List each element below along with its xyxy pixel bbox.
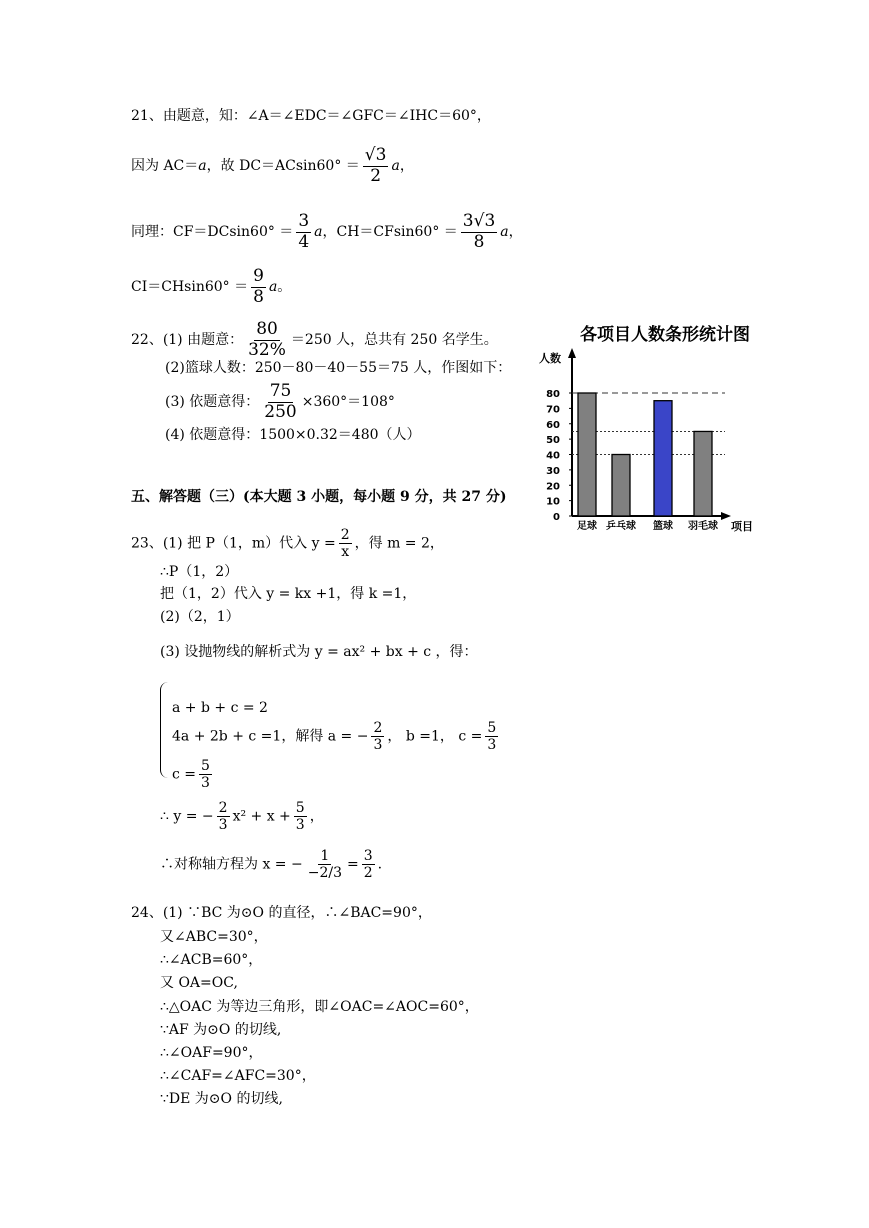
text: ， (508, 224, 523, 241)
denominator: 2 (363, 865, 373, 882)
y-tick-label: 0 (553, 512, 560, 523)
y-tick-label: 40 (546, 450, 560, 462)
x-tick-label: 足球 (577, 521, 597, 532)
equation-brace (160, 682, 169, 778)
numerator: 2 (373, 720, 383, 736)
y-tick-label: 70 (546, 404, 560, 416)
bar (612, 455, 630, 517)
text: = (346, 856, 359, 873)
text: (3) 依题意得： (165, 394, 260, 411)
q23-line2: ∴P（1，2） (160, 564, 239, 580)
text: 因为 AC＝ (131, 158, 199, 175)
q24-line: 又∠ABC=30°， (160, 929, 268, 945)
numerator: 5 (295, 800, 305, 816)
denominator: 32% (248, 339, 286, 360)
q24-line: ∵DE 为⊙O 的切线, (160, 1091, 283, 1107)
numerator: 5 (487, 720, 497, 736)
q24-line: ∴∠CAF=∠AFC=30°， (160, 1068, 316, 1084)
q23-line1 (131, 527, 444, 560)
q23-line7 (160, 848, 382, 881)
system-eq1: a + b + c = 2 (172, 700, 268, 716)
denominator: 250 (264, 401, 297, 422)
numerator: 3 (363, 848, 373, 864)
text: ＝250 人，总共有 250 名学生。 (290, 332, 498, 349)
q24-line: ∴△OAC 为等边三角形，即∠OAC=∠AOC=60°， (160, 999, 479, 1015)
q24-line: ∵AF 为⊙O 的切线, (160, 1022, 282, 1038)
denominator: −2/3 (307, 865, 342, 882)
numerator: 80 (256, 319, 278, 339)
bar (578, 393, 596, 516)
text: 同理：CF＝DCsin60° ＝ (131, 224, 294, 241)
text: . (377, 856, 383, 873)
fraction (371, 720, 384, 753)
text: ， (309, 808, 324, 825)
fraction (461, 212, 497, 252)
section-heading: 五、解答题（三）(本大题 3 小题，每小题 9 分，共 27 分) (131, 489, 507, 505)
fraction (485, 720, 498, 753)
q24-line: ∴∠ACB=60°， (160, 952, 263, 968)
x-axis-label: 项目 (731, 520, 753, 533)
text: 4a + 2b + c =1，解得 a = − (172, 728, 369, 745)
system-eq2 (172, 720, 501, 753)
denominator: 3 (373, 737, 383, 754)
denominator: 3 (487, 737, 497, 754)
var: a (391, 158, 400, 175)
denominator: 3 (218, 817, 228, 834)
y-tick-label: 30 (546, 465, 560, 477)
denominator: 2 (370, 165, 382, 186)
numerator: 3√3 (462, 211, 496, 231)
y-axis-arrow (568, 348, 576, 358)
q21-line1: 21、由题意，知：∠A＝∠EDC＝∠GFC＝∠IHC＝60°， (131, 108, 491, 124)
q21-line3 (131, 212, 523, 252)
q23-line4: (2)（2，1） (160, 609, 240, 625)
y-tick-label: 60 (546, 419, 560, 431)
text: ×360°＝108° (301, 394, 395, 411)
text: 23、(1) 把 P（1，m）代入 y = (131, 535, 336, 552)
y-axis-label: 人数 (539, 352, 561, 365)
var: a (314, 224, 323, 241)
q23-line6 (160, 800, 324, 833)
q24-line: ∴∠OAF=90°， (160, 1045, 263, 1061)
y-tick-label: 10 (546, 496, 560, 508)
y-tick-label: 20 (546, 481, 560, 493)
text: ， b =1， c = (387, 728, 483, 745)
denominator: 8 (473, 231, 485, 252)
numerator: 9 (253, 266, 264, 286)
fraction (339, 527, 352, 560)
q22-line1 (131, 320, 498, 360)
text: ，CH＝CFsin60° ＝ (322, 224, 458, 241)
numerator: 75 (269, 381, 292, 401)
numerator: 2 (218, 800, 228, 816)
numerator: 3 (298, 211, 310, 231)
y-tick-label: 50 (546, 435, 560, 447)
fraction (217, 800, 230, 833)
denominator: 4 (298, 231, 310, 252)
text: ∴对称轴方程为 x = − (160, 856, 303, 873)
q22-line3 (165, 382, 395, 422)
fraction (262, 382, 298, 422)
numerator: 5 (201, 758, 210, 774)
fraction (296, 212, 311, 252)
fraction (363, 146, 389, 186)
denominator: 3 (295, 817, 305, 834)
text: x² + x + (232, 808, 291, 825)
numerator: 1 (320, 848, 330, 864)
fraction (306, 848, 344, 881)
q24-line: 24、(1) ∵BC 为⊙O 的直径，∴∠BAC=90°， (131, 905, 432, 921)
fraction (199, 758, 212, 791)
var: a (268, 279, 278, 296)
text: ， (399, 158, 414, 175)
numerator: 2 (340, 527, 350, 543)
var: a (198, 158, 207, 175)
q23-line5: (3) 设抛物线的解析式为 y = ax² + bx + c ，得： (160, 644, 478, 660)
y-tick-label: 80 (546, 389, 560, 400)
text: ，故 DC＝ACsin60° ＝ (206, 158, 360, 175)
fraction (251, 267, 266, 307)
x-tick-label: 羽毛球 (688, 521, 718, 532)
text: 。 (277, 279, 292, 296)
numerator: √3 (364, 145, 387, 165)
x-tick-label: 篮球 (653, 521, 673, 532)
x-axis-arrow (721, 512, 731, 520)
q22-line2: (2)篮球人数：250－80－40－55＝75 人，作图如下： (165, 360, 512, 376)
denominator: x (341, 544, 350, 561)
text: ，得 m = 2， (354, 535, 444, 552)
x-tick-label: 乒乓球 (606, 521, 636, 532)
text: c = (172, 766, 197, 783)
denominator: 3 (201, 775, 210, 792)
text: CI＝CHsin60° ＝ (131, 279, 249, 296)
q22-line4: (4) 依题意得：1500×0.32＝480（人） (165, 427, 421, 443)
bar-chart (520, 318, 770, 540)
q24-line: 又 OA=OC, (160, 975, 238, 991)
q23-line3: 把（1，2）代入 y = kx +1，得 k =1， (160, 586, 417, 602)
var: a (500, 224, 509, 241)
text: 22、(1) 由题意： (131, 332, 244, 349)
denominator: 8 (253, 286, 264, 307)
chart-title: 各项目人数条形统计图 (580, 325, 750, 345)
system-eq3 (172, 758, 215, 791)
fraction (294, 800, 307, 833)
fraction (362, 848, 375, 881)
fraction (246, 320, 288, 360)
q21-line4 (131, 267, 291, 307)
bar (694, 431, 712, 516)
text: ∴ y = − (160, 808, 214, 825)
bar (654, 401, 672, 516)
q21-line2 (131, 146, 414, 186)
